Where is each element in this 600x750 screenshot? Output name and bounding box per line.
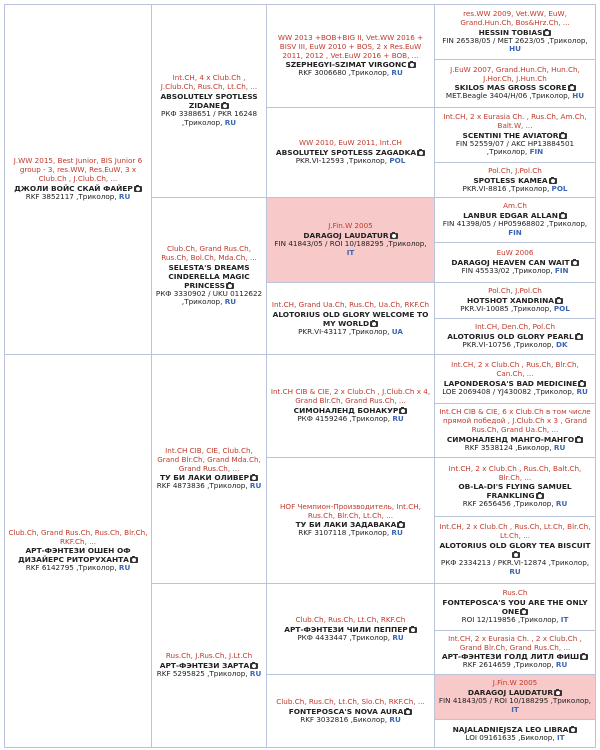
dog-titles: Rus.Ch, J.Rus.Ch, J.Lt.Ch bbox=[165, 651, 253, 661]
dog-registration-line bbox=[462, 185, 567, 194]
dog-name[interactable]: АРТ-ФЭНТЕЗИ ОШЕН ОФ ДИЗАЙЕРС РИТОРУХАНТА bbox=[18, 546, 131, 565]
dog-country: RU bbox=[224, 297, 237, 307]
dog-registration: РКФ 3330902 / UKU 0112622 ,Триколор, bbox=[155, 288, 263, 307]
g4-cell-14[interactable] bbox=[434, 630, 596, 675]
dog-registration: PKR.VI-10085 ,Триколор, bbox=[460, 304, 552, 313]
dog-registration-line bbox=[297, 634, 403, 643]
camera-icon[interactable] bbox=[580, 654, 588, 660]
camera-icon[interactable] bbox=[571, 260, 579, 266]
dog-registration: PKR.VI-43117 ,Триколор, bbox=[298, 326, 390, 336]
dog-registration: РКФ 3388651 / PKR 16248 ,Триколор, bbox=[160, 109, 258, 127]
dog-name[interactable]: ДЖОЛИ ВОЙС СКАЙ ФАЙЕР bbox=[14, 183, 133, 193]
camera-icon[interactable] bbox=[409, 627, 417, 633]
dog-name[interactable]: SZEPHEGYI-SZIMAT VIRGONC bbox=[285, 60, 407, 70]
dog-registration-line bbox=[463, 500, 568, 509]
dog-country: RU bbox=[249, 669, 262, 678]
dog-registration: RKF 3538124 ,Биколор, bbox=[464, 442, 552, 452]
dam-cell[interactable] bbox=[4, 354, 152, 748]
dog-country: RU bbox=[555, 499, 568, 509]
dog-registration-line bbox=[442, 388, 588, 397]
g4-cell-1[interactable] bbox=[434, 4, 596, 60]
dog-titles: Int.CH CIB & CIE, 6 x Club.Ch в том числе прямой победой , J.Club.Ch x 3 , Grand Rus.Ch, Grand Ua.Ch, ... bbox=[439, 407, 591, 434]
dog-country: RU bbox=[389, 714, 401, 724]
dog-country: DK bbox=[556, 340, 568, 349]
dog-registration: RKF 4873836 ,Триколор, bbox=[156, 481, 248, 491]
dog-registration-line bbox=[26, 193, 131, 202]
dog-country: RU bbox=[391, 528, 403, 538]
g3-cell-3[interactable] bbox=[266, 197, 435, 283]
camera-icon[interactable] bbox=[536, 493, 544, 499]
dog-registration: RKF 2656456 ,Триколор, bbox=[462, 499, 554, 509]
dog-name[interactable]: ТУ БИ ЛАКИ ОЛИВЕР bbox=[159, 473, 250, 483]
g3-cell-2[interactable] bbox=[266, 107, 435, 198]
dog-registration: FIN 41843/05 / ROI 10/188295 ,Триколор, bbox=[438, 696, 592, 706]
dog-name[interactable]: АРТ-ФЭНТЕЗИ ЧИЛИ ПЕППЕР bbox=[284, 624, 408, 634]
camera-icon[interactable] bbox=[555, 298, 563, 304]
dog-registration-line bbox=[296, 157, 406, 166]
dog-registration-line bbox=[438, 220, 592, 238]
dog-registration: RKF 6142795 ,Триколор, bbox=[25, 563, 117, 573]
dog-country: FIN bbox=[529, 147, 544, 157]
camera-icon[interactable] bbox=[554, 690, 562, 696]
dog-name[interactable]: DARAGOJ HEAVEN CAN WAIT bbox=[451, 258, 570, 267]
dog-country: RU bbox=[118, 191, 131, 201]
dog-name-line bbox=[155, 92, 263, 110]
g4-cell-5[interactable] bbox=[434, 197, 596, 243]
g3-cell-5[interactable] bbox=[266, 354, 435, 458]
dog-name-line bbox=[438, 482, 592, 500]
dog-registration-line bbox=[155, 290, 263, 308]
dog-titles: Club.Ch, Grand Rus.Ch, Rus.Ch, Blr.Ch, RKF.Ch, ... bbox=[8, 527, 148, 546]
dog-registration: FIN 41843/05 / ROI 10/188295 ,Триколор, bbox=[274, 239, 427, 249]
dam-dam-cell[interactable] bbox=[151, 583, 267, 748]
sire-sire-cell[interactable] bbox=[151, 4, 267, 198]
dog-name[interactable]: ABSOLUTELY SPOTLESS ZIDANE bbox=[160, 92, 258, 110]
camera-icon[interactable] bbox=[578, 381, 586, 387]
camera-icon[interactable] bbox=[575, 334, 583, 340]
dog-registration-line bbox=[460, 305, 570, 314]
dog-registration: RKF 3006680 ,Триколор, bbox=[298, 68, 390, 78]
dog-name[interactable]: LAPONDEROSA'S BAD MEDICINE bbox=[443, 378, 578, 388]
g4-cell-13[interactable] bbox=[434, 583, 596, 631]
dog-titles: Club.Ch, Rus.Ch, Lt.Ch, Slo.Ch, RKF.Ch, ... bbox=[276, 696, 425, 706]
g4-cell-6[interactable] bbox=[434, 242, 596, 283]
camera-icon[interactable] bbox=[250, 475, 258, 481]
dog-registration: PKR.VI-10756 ,Триколор, bbox=[462, 340, 554, 349]
dog-titles: Int.CH, 2 x Club.Ch , Rus.Ch, Balt.Ch, Blr.Ch, ... bbox=[448, 463, 582, 482]
dog-titles: Int.CH CIB, CIE, Club.Ch, Grand Blr.Ch, Grand Mda.Ch, Grand Rus.Ch, ... bbox=[157, 445, 261, 473]
dog-country: RU bbox=[392, 413, 404, 423]
dog-name[interactable]: ТУ БИ ЛАКИ ЗАДАВАКА bbox=[295, 520, 397, 530]
dog-name[interactable]: ALOTORIUS OLD GLORY WELCOME TO MY WORLD bbox=[272, 309, 429, 328]
dog-titles: HOF Чемпион-Производитель, Int.CH, Rus.Ch, Blr.Ch, Lt.Ch, ... bbox=[280, 501, 421, 520]
dog-registration-line bbox=[465, 444, 566, 453]
g4-cell-15[interactable] bbox=[434, 674, 596, 720]
dog-country: HU bbox=[509, 44, 521, 54]
dog-titles: res.WW 2009, Vet.WW, EuW, Grand.Hun.Ch, Bos&Hrz.Ch, ... bbox=[460, 8, 570, 27]
dog-titles: Int.CH CIB & CIE, 2 x Club.Ch , J.Club.Ch x 4, Grand Blr.Ch, Grand Rus.Ch, ... bbox=[270, 387, 431, 406]
g3-cell-6[interactable] bbox=[266, 457, 435, 584]
camera-icon[interactable] bbox=[226, 283, 234, 289]
g4-cell-9[interactable] bbox=[434, 354, 596, 404]
dog-registration-line bbox=[26, 564, 131, 573]
dog-registration-line bbox=[297, 415, 403, 424]
g4-cell-16[interactable] bbox=[434, 719, 596, 748]
dog-country: FIN bbox=[554, 266, 569, 275]
dog-registration: FIN 45533/02 ,Триколор, bbox=[461, 266, 553, 275]
dog-name[interactable]: HOTSHOT XANDRINA bbox=[467, 296, 554, 305]
dog-name[interactable]: АРТ-ФЭНТЕЗИ ГОЛД ЛИТЛ ФИШ bbox=[441, 652, 580, 662]
dog-country: RU bbox=[555, 660, 568, 670]
dog-country: POL bbox=[389, 156, 406, 165]
dog-titles: Int.CH, 4 x Club.Ch , J.Club.Ch, Rus.Ch, Lt.Ch, ... bbox=[160, 73, 258, 92]
dog-registration-line bbox=[298, 529, 403, 538]
dog-registration: PKR.VI-12593 ,Триколор, bbox=[295, 156, 388, 165]
dog-titles: Int.CH, Den.Ch, Pol.Ch bbox=[474, 322, 556, 332]
dog-registration: LOE 2069408 / YJ430082 ,Триколор, bbox=[442, 386, 575, 396]
camera-icon[interactable] bbox=[397, 522, 405, 528]
dog-registration-line bbox=[438, 697, 592, 715]
sire-dam-cell[interactable] bbox=[151, 197, 267, 355]
dog-registration-line bbox=[462, 616, 569, 625]
camera-icon[interactable] bbox=[543, 30, 551, 36]
dog-name[interactable]: HESSIN TOBIAS bbox=[478, 27, 543, 37]
dog-name-line bbox=[155, 263, 263, 290]
dog-titles: J.WW 2015, Best Junior, BIS Junior 6 group - 3, res.WW, Res.EuW, 3 x Club.Ch , J.Club.Ch, ... bbox=[13, 156, 143, 183]
dog-titles: Int.CH, 2 x Club.Ch , Rus.Ch, Blr.Ch, Can.Ch, ... bbox=[451, 360, 579, 379]
dog-name[interactable]: ALOTORIUS OLD GLORY PEARL bbox=[447, 332, 574, 341]
dog-name[interactable]: СИМОНАЛЕНД МАНГО-МАНГО bbox=[446, 434, 575, 444]
dog-country: RU bbox=[509, 566, 521, 576]
dog-registration: RKF 3852117 ,Триколор, bbox=[25, 191, 117, 201]
dog-registration-line bbox=[462, 341, 567, 350]
dog-registration-line bbox=[446, 92, 584, 101]
dog-name-line bbox=[270, 310, 431, 328]
dog-country: IT bbox=[560, 615, 569, 624]
camera-icon[interactable] bbox=[390, 233, 398, 239]
dog-name[interactable]: SPOTLESS KAMEA bbox=[473, 175, 548, 185]
camera-icon[interactable] bbox=[559, 133, 567, 139]
dog-registration: РКФ 2334213 / PKR.VI-12874 ,Триколор, bbox=[440, 558, 590, 567]
dog-registration: LOI 09161635 ,Биколор, bbox=[465, 732, 555, 742]
camera-icon[interactable] bbox=[512, 552, 520, 558]
dog-registration: РКФ 4433447 ,Триколор, bbox=[297, 632, 391, 642]
dog-registration: FIN 52559/07 / AKC HP13884501 ,Триколор, bbox=[455, 138, 575, 157]
dog-registration: PKR.VI-8816 ,Триколор, bbox=[462, 183, 550, 193]
camera-icon[interactable] bbox=[417, 150, 425, 156]
camera-icon[interactable] bbox=[399, 408, 407, 414]
dam-sire-cell[interactable] bbox=[151, 354, 267, 584]
dog-name[interactable]: DARAGOJ LAUDATUR bbox=[467, 688, 554, 698]
camera-icon[interactable] bbox=[250, 663, 258, 669]
camera-icon[interactable] bbox=[221, 103, 229, 109]
g4-cell-12[interactable] bbox=[434, 516, 596, 584]
dog-titles: Pol.Ch, J.Pol.Ch bbox=[488, 165, 542, 175]
dog-country: POL bbox=[551, 183, 568, 193]
dog-registration-line bbox=[298, 328, 403, 337]
dog-titles: J.Fin.W 2005 bbox=[328, 221, 373, 231]
dog-name[interactable]: OB-LA-DI'S FLYING SAMUEL FRANKLING bbox=[458, 482, 572, 501]
dog-country: RU bbox=[249, 481, 262, 491]
dog-registration: FIN 26538/05 / MET 2623/05 ,Триколор, bbox=[442, 35, 588, 45]
dog-titles: Am.Ch bbox=[503, 201, 527, 211]
dog-name[interactable]: DARAGOJ LAUDATUR bbox=[303, 231, 389, 241]
dog-registration-line bbox=[461, 267, 568, 276]
g4-cell-2[interactable] bbox=[434, 59, 596, 108]
camera-icon[interactable] bbox=[404, 709, 412, 715]
camera-icon[interactable] bbox=[575, 437, 583, 443]
g4-cell-10[interactable] bbox=[434, 403, 596, 458]
camera-icon[interactable] bbox=[549, 178, 557, 184]
dog-titles: Int.CH, Grand Ua.Ch, Rus.Ch, Ua.Ch, RKF.Ch bbox=[271, 299, 430, 309]
dog-registration-line bbox=[438, 559, 592, 577]
dog-titles: Club.Ch, Rus.Ch, Lt.Ch, RKF.Ch bbox=[295, 614, 406, 624]
dog-registration-line bbox=[157, 482, 262, 491]
dog-registration: RKF 3032816 ,Биколор, bbox=[300, 714, 388, 724]
camera-icon[interactable] bbox=[134, 186, 142, 192]
dog-registration-line bbox=[155, 110, 263, 128]
dog-name-line bbox=[8, 546, 148, 564]
dog-titles: Pol.Ch, J.Pol.Ch bbox=[488, 286, 542, 296]
dog-titles: Int.CH, 2 x Eurasia Ch. , 2 x Club.Ch , Grand Blr.Ch, Grand Rus.Ch, ... bbox=[448, 633, 582, 652]
dog-country: UA bbox=[391, 326, 403, 336]
dog-titles: EuW 2006 bbox=[496, 248, 534, 258]
dog-titles: J.EuW 2007, Grand.Hun.Ch, Hun.Ch, J.Hor.Ch, J.Hun.Ch bbox=[450, 64, 580, 83]
dog-registration: MET.Beagle 3404/H/06 ,Триколор, bbox=[445, 91, 570, 101]
dog-registration: RKF 5295825 ,Триколор, bbox=[156, 669, 248, 678]
dog-registration-line bbox=[300, 716, 401, 725]
dog-registration-line bbox=[438, 37, 592, 55]
dog-name[interactable]: ABSOLUTELY SPOTLESS ZAGADKA bbox=[275, 148, 417, 157]
dog-registration-line bbox=[298, 69, 403, 78]
dog-titles: WW 2013 +BOB+BIG II, Vet.WW 2016 + BISV III, EuW 2010 + BOS, 2 x Res.EuW 2011, 2012 , Vet.EuW 2016 + BOB, ... bbox=[277, 32, 424, 60]
dog-registration-line bbox=[438, 140, 592, 158]
dog-titles: Int.CH, 2 x Eurasia Ch. , Rus.Ch, Am.Ch, Balt.W, ... bbox=[443, 111, 587, 130]
dog-country: POL bbox=[553, 304, 570, 313]
dog-name[interactable]: SKILOS MAS GROSS SCORE bbox=[454, 83, 567, 93]
g3-cell-1[interactable] bbox=[266, 4, 435, 108]
dog-name[interactable]: SELESTA'S DREAMS CINDERELLA MAGIC PRINCESS bbox=[168, 262, 250, 290]
dog-name[interactable]: АРТ-ФЭНТЕЗИ ЗАРТА bbox=[159, 661, 250, 670]
dog-registration: FIN 41398/05 / HP05968802 ,Триколор, bbox=[442, 219, 588, 229]
camera-icon[interactable] bbox=[568, 85, 576, 91]
g4-cell-3[interactable] bbox=[434, 107, 596, 163]
dog-country: IT bbox=[346, 247, 355, 257]
dog-name[interactable]: SCENTINI THE AVIATOR bbox=[462, 130, 559, 140]
dog-country: RU bbox=[224, 117, 237, 127]
dog-country: IT bbox=[556, 732, 565, 742]
camera-icon[interactable] bbox=[569, 727, 577, 733]
dog-registration: ROI 12/119856 ,Триколор, bbox=[461, 615, 559, 624]
camera-icon[interactable] bbox=[559, 213, 567, 219]
dog-name[interactable]: СИМОНАЛЕНД БОНАКУР bbox=[293, 405, 399, 415]
g4-cell-4[interactable] bbox=[434, 162, 596, 198]
dog-titles: WW 2010, EuW 2011, Int.CH bbox=[299, 138, 402, 148]
g3-cell-8[interactable] bbox=[266, 674, 435, 748]
g4-cell-8[interactable] bbox=[434, 318, 596, 355]
dog-registration: RKF 2614659 ,Триколор, bbox=[462, 660, 554, 670]
dog-titles: J.Fin.W 2005 bbox=[492, 678, 538, 688]
camera-icon[interactable] bbox=[130, 557, 138, 563]
dog-registration-line bbox=[463, 661, 568, 670]
dog-country: RU bbox=[118, 563, 131, 573]
dog-country: RU bbox=[391, 68, 403, 78]
dog-name[interactable]: LANBUR EDGAR ALLAN bbox=[463, 211, 558, 221]
dog-country: FIN bbox=[508, 227, 522, 237]
dog-name[interactable]: NAJALADNIEJSZA LEO LIBRA bbox=[452, 724, 569, 734]
dog-country: RU bbox=[553, 442, 566, 452]
dog-country: IT bbox=[511, 704, 519, 714]
camera-icon[interactable] bbox=[370, 321, 378, 327]
dog-country: HU bbox=[572, 91, 585, 101]
camera-icon[interactable] bbox=[520, 609, 528, 615]
dog-registration: РКФ 4159246 ,Триколор, bbox=[297, 413, 391, 423]
dog-registration-line bbox=[157, 670, 262, 679]
dog-titles: Club.Ch, Grand Rus.Ch, Rus.Ch, Bol.Ch, Mda.Ch, ... bbox=[161, 243, 257, 262]
dog-country: RU bbox=[576, 386, 588, 396]
dog-titles: Rus.Ch bbox=[502, 588, 528, 598]
dog-registration-line bbox=[465, 734, 564, 743]
dog-registration: RKF 3107118 ,Триколор, bbox=[298, 528, 390, 538]
sire-cell[interactable] bbox=[4, 4, 152, 355]
g3-cell-4[interactable] bbox=[266, 282, 435, 355]
dog-country: RU bbox=[392, 632, 404, 642]
dog-name[interactable]: FONTEPOSCA'S NOVA AURA bbox=[288, 706, 404, 716]
dog-name[interactable]: FONTEPOSCA'S YOU ARE THE ONLY ONE bbox=[442, 598, 588, 616]
dog-name-line bbox=[438, 541, 592, 559]
dog-registration-line bbox=[270, 240, 431, 258]
camera-icon[interactable] bbox=[408, 62, 416, 68]
g4-cell-11[interactable] bbox=[434, 457, 596, 517]
g3-cell-7[interactable] bbox=[266, 583, 435, 675]
dog-titles: Int.CH, 2 x Club.Ch , Rus.Ch, Lt.Ch, Blr.Ch, Lt.Ch, ... bbox=[439, 522, 591, 541]
dog-name-line bbox=[438, 598, 592, 616]
g4-cell-7[interactable] bbox=[434, 282, 596, 319]
dog-name[interactable]: ALOTORIUS OLD GLORY TEA BISCUIT bbox=[439, 541, 591, 550]
